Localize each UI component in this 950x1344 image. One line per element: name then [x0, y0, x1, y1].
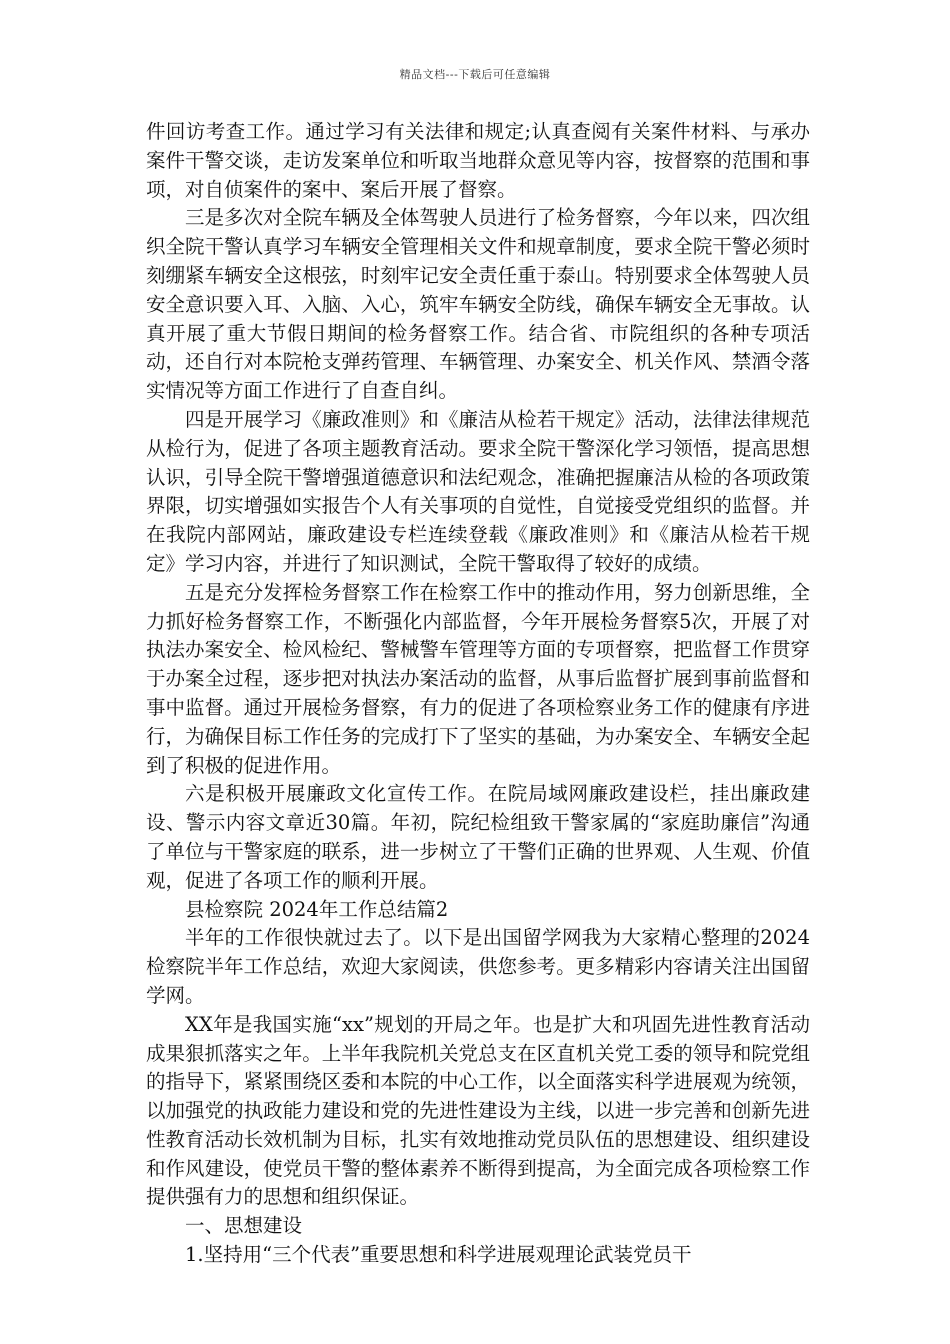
paragraph-8: 1.坚持用“三个代表”重要思想和科学进展观理论武装党员干: [185, 1243, 692, 1267]
document-body: [146, 118, 810, 1270]
section-title: 县检察院 2024年工作总结篇2: [185, 897, 449, 921]
subsection-heading: 一、思想建设: [185, 1214, 303, 1238]
paragraph-7: XX年是我国实施“xx”规划的开局之年。也是扩大和巩固先进性教育活动成果狠抓落实之年。上半年我院机关党总支在区直机关党工委的领导和院党组的指导下，紧紧围绕区委和本院的中心工作，以全面落实科学进展观为统领，以加强党的执政能力建设和党的先进性建设为主线，以进一步完善和创新先进性教育活动长效机制为目标，扎实有效地推动党员队伍的思想建设、组织建设和作风建设，使党员干警的整体素养不断得到提高，为全面完成各项检察工作提供强有力的思想和组织保证。: [146, 1012, 810, 1209]
paragraph-4: 五是充分发挥检务督察工作在检察工作中的推动作用，努力创新思维，全力抓好检务督察工作，不断强化内部监督，今年开展检务督察5次，开展了对执法办案安全、检风检纪、警械警车管理等方面的专项督察，把监督工作贯穿于办案全过程，逐步把对执法办案活动的监督，从事后监督扩展到事前监督和事中监督。通过开展检务督察，有力的促进了各项检察业务工作的健康有序进行，为确保目标工作任务的完成打下了坚实的基础，为办案安全、车辆安全起到了积极的促进作用。: [146, 580, 810, 777]
page-header: 精品文档---下载后可任意编辑: [399, 68, 551, 81]
paragraph-5: 六是积极开展廉政文化宣传工作。在院局域网廉政建设栏，挂出廉政建设、警示内容文章近30篇。年初，院纪检组致干警家属的“家庭助廉信”沟通了单位与干警家庭的联系，进一步树立了干警们正确的世界观、人生观、价值观，促进了各项工作的顺利开展。: [146, 782, 810, 892]
paragraph-2: 三是多次对全院车辆及全体驾驶人员进行了检务督察，今年以来，四次组织全院干警认真学习车辆安全管理相关文件和规章制度，要求全院干警必须时刻绷紧车辆安全这根弦，时刻牢记安全责任重于泰山。特别要求全体驾驶人员安全意识要入耳、入脑、入心，筑牢车辆安全防线，确保车辆安全无事故。认真开展了重大节假日期间的检务督察工作。结合省、市院组织的各种专项活动，还自行对本院枪支弹药管理、车辆管理、办案安全、机关作风、禁酒令落实情况等方面工作进行了自查自纠。: [146, 206, 810, 403]
paragraph-1: 件回访考查工作。通过学习有关法律和规定;认真查阅有关案件材料、与承办案件干警交谈，走访发案单位和听取当地群众意见等内容，按督察的范围和事项，对自侦案件的案中、案后开展了督察。: [146, 120, 810, 201]
paragraph-3: 四是开展学习《廉政准则》和《廉洁从检若干规定》活动，法律法律规范从检行为，促进了各项主题教育活动。要求全院干警深化学习领悟，提高思想认识，引导全院干警增强道德意识和法纪观念，准确把握廉洁从检的各项政策界限，切实增强如实报告个人有关事项的自觉性，自觉接受党组织的监督。并在我院内部网站，廉政建设专栏连续登载《廉政准则》和《廉洁从检若干规定》学习内容，并进行了知识测试，全院干警取得了较好的成绩。: [146, 407, 810, 575]
paragraph-6: 半年的工作很快就过去了。以下是出国留学网我为大家精心整理的2024检察院半年工作总结，欢迎大家阅读，供您参考。更多精彩内容请关注出国留学网。: [146, 926, 810, 1007]
